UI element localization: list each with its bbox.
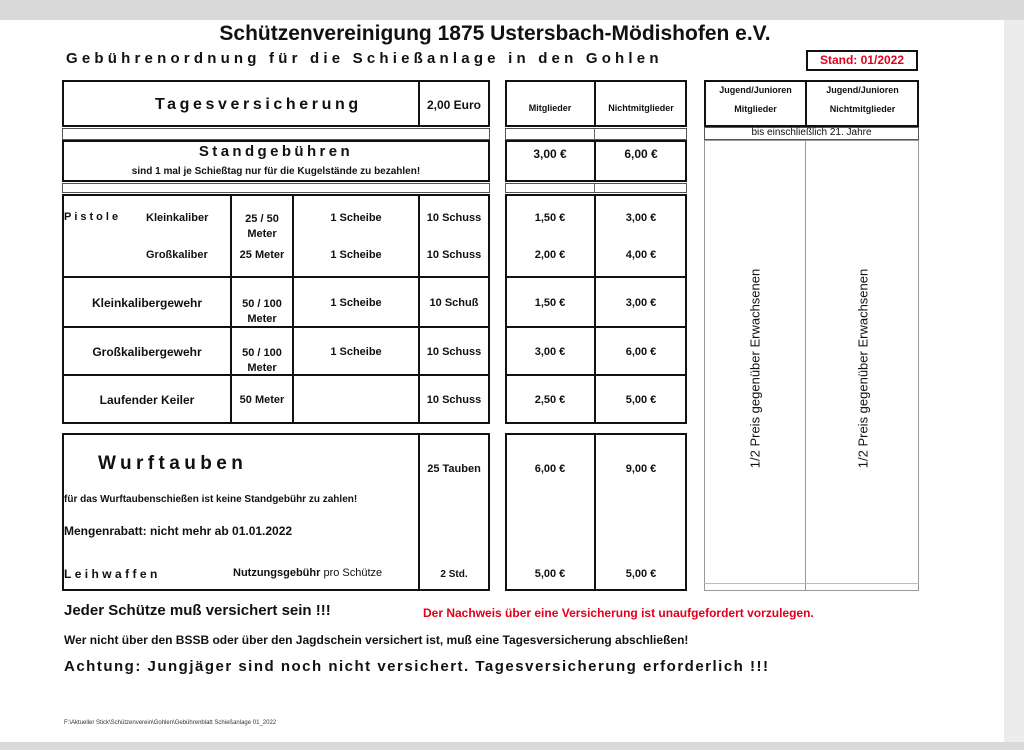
standgebuehren-note: sind 1 mal je Schießtag nur für die Kugelstände zu bezahlen! <box>131 166 421 177</box>
row-divider <box>505 326 687 328</box>
footer-line1-red: Der Nachweis über eine Versicherung ist unaufgefordert vorzulegen. <box>423 606 814 620</box>
wurftauben-count: 25 Tauben <box>427 463 481 475</box>
price-mitglieder: 1,50 € <box>534 212 566 224</box>
row-name: Großkaliber <box>146 249 208 261</box>
jugend-mitglieder: Mitglieder <box>734 104 777 114</box>
row-distance: 25 Meter <box>239 249 285 261</box>
col-divider <box>594 128 595 140</box>
leihwaffen-label: Leihwaffen <box>64 567 161 581</box>
price-mitglieder: 3,00 € <box>534 346 566 358</box>
row-shots: 10 Schuss <box>426 346 482 358</box>
row-target: 1 Scheibe <box>330 297 382 309</box>
row-divider <box>505 276 687 278</box>
price-mitglieder: 1,50 € <box>534 297 566 309</box>
row-shots: 10 Schuß <box>429 297 479 309</box>
wurftauben-note: für das Wurftaubenschießen ist keine Standgebühr zu zahlen! <box>64 494 358 505</box>
row-shots: 10 Schuss <box>426 394 482 406</box>
right-edge <box>1004 20 1024 742</box>
price-nichtmitglieder: 6,00 € <box>625 346 657 358</box>
footer-line2: Wer nicht über den BSSB oder über den Jagdschein versichert ist, muß eine Tagesversicherung abschließen! <box>64 633 689 647</box>
stand-badge: Stand: 01/2022 <box>806 50 918 71</box>
col-divider <box>418 194 420 424</box>
row-distance: 50 / 100 Meter <box>242 347 282 374</box>
header-nichtmitglieder: Nichtmitglieder <box>608 103 674 113</box>
header-mitglieder: Mitglieder <box>528 103 572 113</box>
file-path: F:\Aktueller Stick\Schützenverein\Gohlen\Gebührenblatt Schießanlage 01_2022 <box>64 720 277 726</box>
footer-line3: Achtung: Jungjäger sind noch nicht versichert. Tagesversicherung erforderlich !!! <box>64 658 770 675</box>
mengenrabatt: Mengenrabatt: nicht mehr ab 01.01.2022 <box>64 524 293 538</box>
top-bar <box>0 0 1024 20</box>
col-divider <box>805 140 806 591</box>
row-name: Kleinkalibergewehr <box>91 296 203 310</box>
price-weapons-box <box>505 194 687 424</box>
row-divider <box>704 583 919 584</box>
usage-label: Nutzungsgebühr <box>233 567 321 579</box>
row-name: Kleinkaliber <box>146 212 209 224</box>
row-target: 1 Scheibe <box>330 249 382 261</box>
row-divider <box>62 276 490 278</box>
price-nichtmitglieder: 4,00 € <box>625 249 657 261</box>
usage-per: pro Schütze <box>323 567 383 579</box>
footer-line1: Jeder Schütze muß versichert sein !!! <box>64 602 331 619</box>
tagesversicherung-label: Tagesversicherung <box>155 96 362 113</box>
row-divider <box>505 374 687 376</box>
row-target: 1 Scheibe <box>330 212 382 224</box>
row-name: Laufender Keiler <box>99 393 195 407</box>
row-target: 1 Scheibe <box>330 346 382 358</box>
leihwaffen-nichtmitglieder: 5,00 € <box>625 568 657 580</box>
row-shots: 10 Schuss <box>426 249 482 261</box>
page-subtitle: Gebührenordnung für die Schießanlage in den Gohlen <box>66 50 663 67</box>
stand-nichtmitglieder: 6,00 € <box>624 147 658 161</box>
col-divider <box>594 183 595 193</box>
page-title: Schützenvereinigung 1875 Ustersbach-Mödishofen e.V. <box>219 22 771 45</box>
wurftauben-mitglieder: 6,00 € <box>534 463 566 475</box>
row-distance: 25 / 50 Meter <box>245 213 279 240</box>
jugend-note: bis einschließlich 21. Jahre <box>751 127 872 138</box>
jugend-nichtmitglieder: Nichtmitglieder <box>829 104 896 114</box>
price-nichtmitglieder: 3,00 € <box>625 212 657 224</box>
bottom-bar <box>0 742 1024 750</box>
price-nichtmitglieder: 3,00 € <box>625 297 657 309</box>
leihwaffen-duration: 2 Std. <box>440 569 468 580</box>
pistole-label: Pistole <box>64 211 122 223</box>
jugend-label: Jugend/Junioren <box>719 85 792 95</box>
price-mitglieder: 2,00 € <box>534 249 566 261</box>
jugend-rotated-text: 1/2 Preis gegenüber Erwachsenen <box>855 268 871 469</box>
col-divider <box>292 194 294 424</box>
wurftauben-nichtmitglieder: 9,00 € <box>625 463 657 475</box>
col-divider <box>418 433 420 591</box>
wurftauben-label: Wurftauben <box>98 453 248 474</box>
jugend-label: Jugend/Junioren <box>826 85 899 95</box>
price-mitglieder: 2,50 € <box>534 394 566 406</box>
spacer-row <box>62 128 490 140</box>
stand-mitglieder: 3,00 € <box>533 147 567 161</box>
jugend-rotated-text: 1/2 Preis gegenüber Erwachsenen <box>747 268 763 469</box>
tagesversicherung-price: 2,00 Euro <box>426 98 482 112</box>
row-name: Großkalibergewehr <box>92 345 202 359</box>
col-divider <box>594 194 596 424</box>
spacer-row <box>62 183 490 193</box>
standgebuehren-label: Standgebühren <box>198 143 354 160</box>
spacer-row <box>505 128 687 140</box>
col-divider <box>230 194 232 424</box>
leihwaffen-mitglieder: 5,00 € <box>534 568 566 580</box>
spacer-row <box>505 183 687 193</box>
leihwaffen-usage <box>233 567 382 579</box>
row-shots: 10 Schuss <box>426 212 482 224</box>
row-distance: 50 Meter <box>239 394 285 406</box>
price-nichtmitglieder: 5,00 € <box>625 394 657 406</box>
row-distance: 50 / 100 Meter <box>242 298 282 325</box>
jugend-body <box>704 140 919 591</box>
